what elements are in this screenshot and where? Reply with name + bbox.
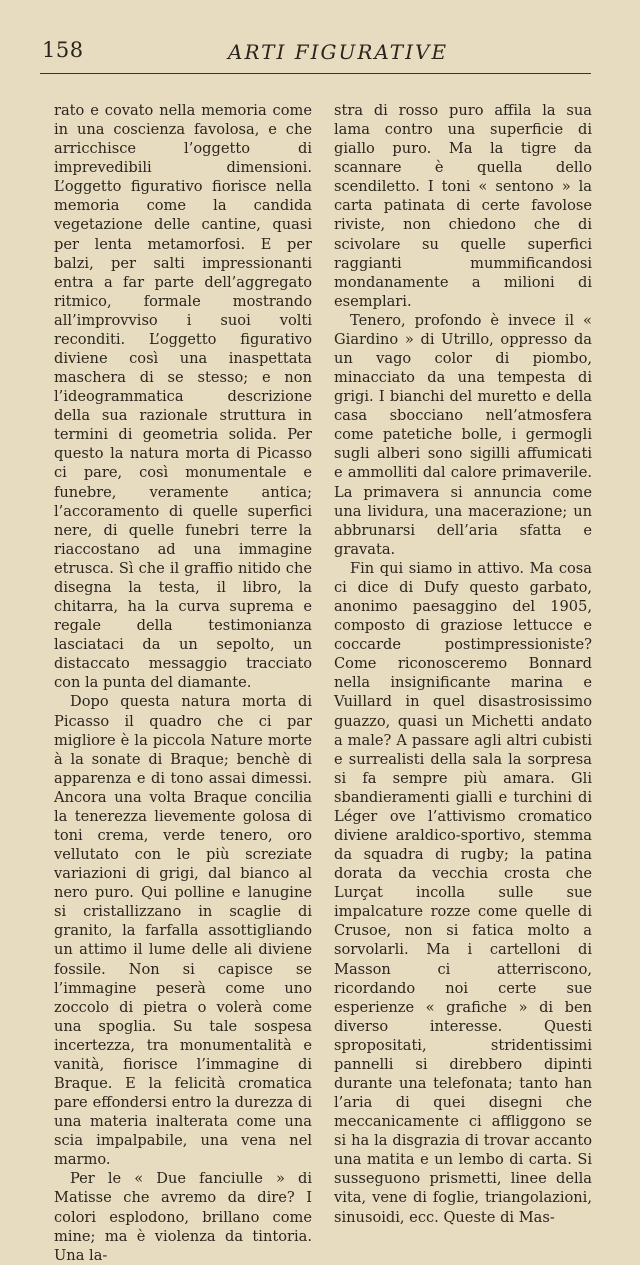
left-column <box>54 101 312 1265</box>
running-title: ARTI FIGURATIVE <box>228 40 449 64</box>
header-rule <box>40 73 591 74</box>
paragraph: Per le « Due fanciulle » di Matisse che avremo da dire? I colori esplodono, brillano come mine; ma è violenza da tintoria. Una la- <box>54 1170 312 1264</box>
paragraph: Dopo questa natura morta di Picasso il quadro che ci par migliore è la piccola Nature morte à la sonate di Braque; benchè di apparenza e di tono assai dimessi. Ancora una volta Braque concilia la tenerezza lievemente golosa di toni crema, verde tenero, oro vellutato con le più screziate variazioni di grigi, dal bianco al nero puro. Qui polline e lanugine si cristallizzano in scaglie di granito, la farfalla assottigliando un attimo il lume delle ali diviene fossile. Non si capisce se l’immagine peserà come uno zoccolo di pietra o volerà come una spoglia. Su tale sospesa incertezza, tra monumentalità e vanità, fiorisce l’immagine di Braque. E la felicità cromatica pare effondersi entro la durezza di una materia inalterata come una scia impalpabile, una vena nel marmo. <box>54 693 312 1169</box>
paragraph: stra di rosso puro affila la sua lama contro una superficie di giallo puro. Ma la tigre da scannare è quella dello scendiletto. I toni « sentono » la carta patinata di certe favolose riviste, non chiedono che di scivolare su quelle superfici raggianti mummificandosi mondanamente a milioni di esemplari. <box>334 102 592 310</box>
page-number: 158 <box>42 38 84 62</box>
paragraph: Fin qui siamo in attivo. Ma cosa ci dice di Dufy questo garbato, anonimo paesaggino del 1905, composto di graziose lettucce e coccarde postimpressioniste? Come riconosceremo Bonnard nella insignificante marina e Vuillard in quel disastrosissimo guazzo, quasi un Michetti andato a male? A passare agli altri cubisti e surrealisti della sala la sorpresa si fa sempre più amara. Gli sbandieramenti gialli e turchini di Léger ove l’attivismo cromatico diviene araldico-sportivo, stemma da squadra di rugby; la patina dorata da vecchia crosta che Lurçat incolla sulle sue impalcature rozze come quelle di Crusoe, non si fatica molto a sorvolarli. Ma i cartelloni di Masson ci atterriscono, ricordando noi certe sue esperienze « grafiche » di ben diverso interesse. Questi spropositati, stridentissimi pannelli si direbbero dipinti durante una telefonata; tanto han l’aria di quei disegni che meccanicamente ci affliggono se si ha la disgrazia di trovar accanto una matita e un lembo di carta. Si susseguono prismetti, linee della vita, vene di foglie, triangolazioni, sinusoidi, ecc. Queste di Mas- <box>334 559 592 1226</box>
paragraph: rato e covato nella memoria come in una coscienza favolosa, e che arricchisce l’oggetto di imprevedibili dimensioni. L’oggetto figurativo fiorisce nella memoria come la candida vegetazione delle cantine, quasi per lenta metamorfosi. E per balzi, per salti impressionanti entra a far parte dell’aggregato ritmico, formale mostrando all’improvviso i suoi volti reconditi. L’oggetto figurativo diviene così una inaspettata maschera di se stesso; e non l’ideogrammatica descrizione della sua razionale struttura in termini di geometria solida. Per questo la natura morta di Picasso ci pare, così monumentale e funebre, veramente antica; l’accoramento di quelle superfici nere, di quelle funebri terre la riaccostano ad una immagine etrusca. Sì che il graffio nitido che disegna la testa, il libro, la chitarra, ha la curva suprema e regale della testimonianza lasciataci da un sepolto, un distaccato messaggio tracciato con la punta del diamante. <box>54 102 312 692</box>
right-column <box>334 101 592 1227</box>
paragraph: Tenero, profondo è invece il « Giardino » di Utrillo, oppresso da un vago color di piombo, minacciato da una tempesta di grigi. I bianchi del muretto e della casa sbocciano nell’atmosfera come patetiche bolle, i germogli sugli alberi sono sigilli affumicati e ammolliti dal calore primaverile. La primavera si annuncia come una lividura, una macerazione; un abbrunarsi dell’aria sfatta e gravata. <box>334 311 592 558</box>
